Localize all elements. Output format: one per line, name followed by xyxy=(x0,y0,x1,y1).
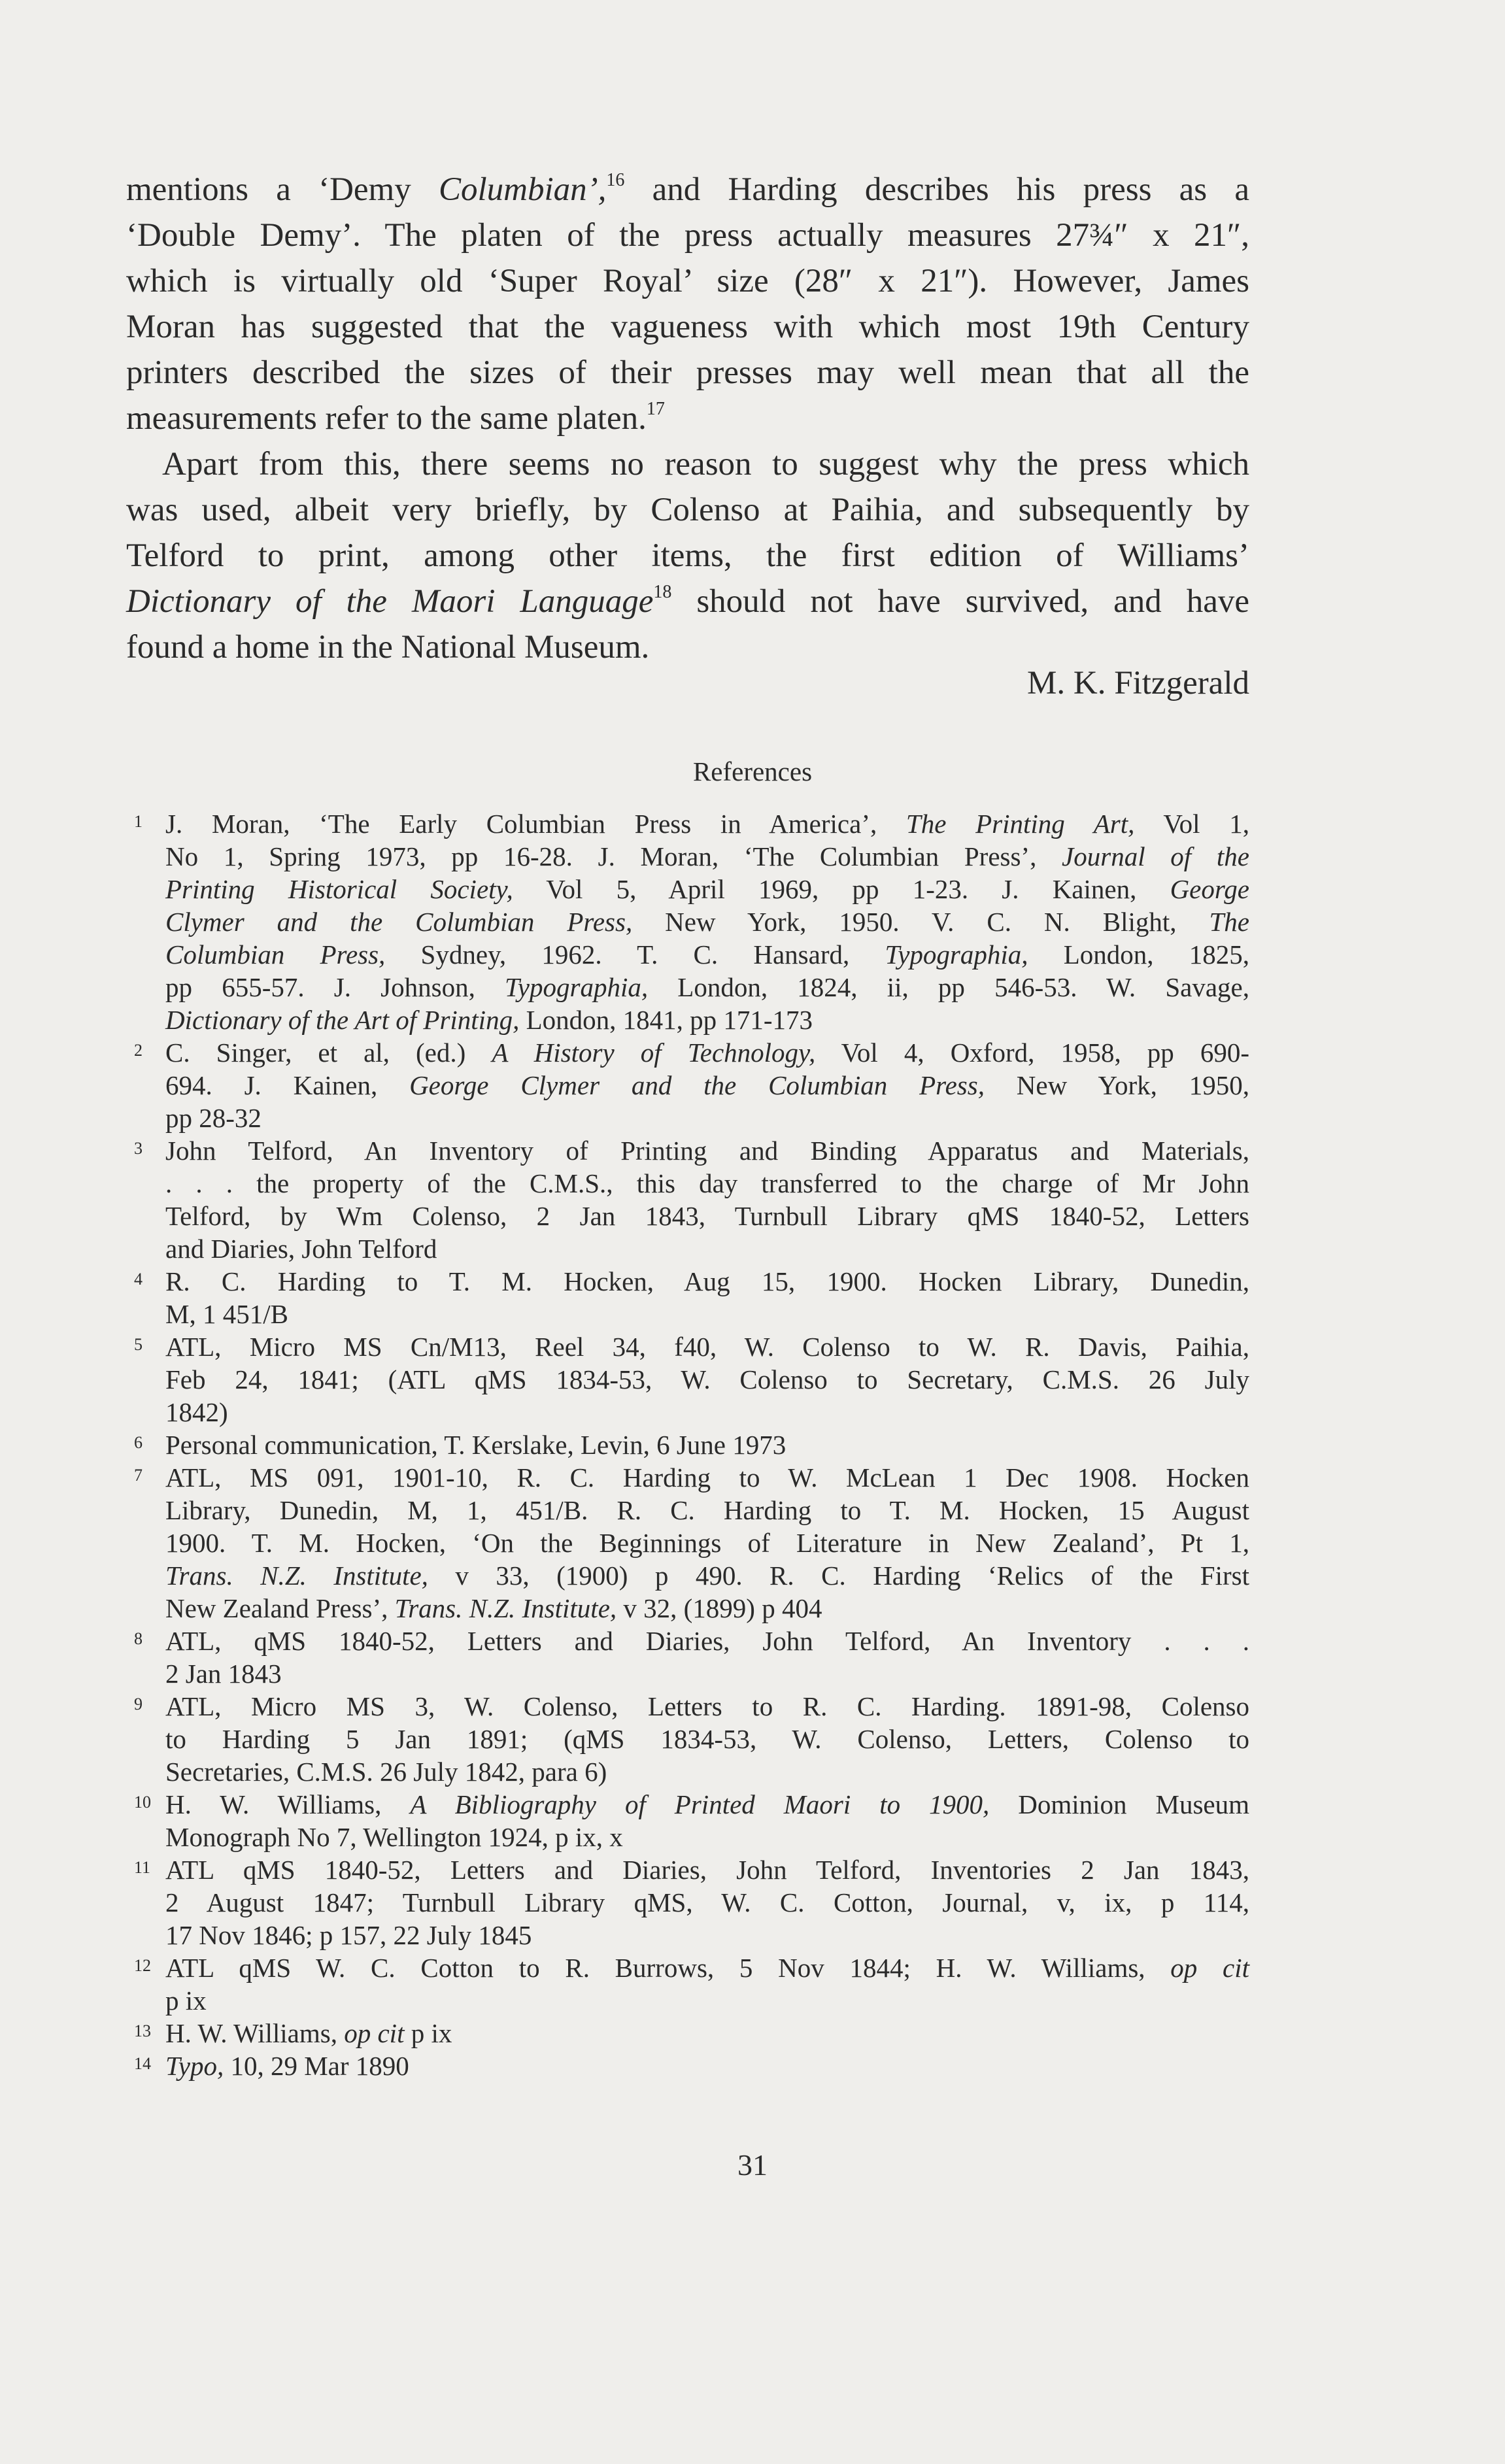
reference-text: Dominion Museum xyxy=(989,1789,1249,1819)
reference-line xyxy=(165,1330,1249,1363)
reference-title: The xyxy=(1209,907,1249,937)
reference-line xyxy=(165,1886,1249,1919)
reference-item xyxy=(126,1951,1249,2017)
reference-item xyxy=(126,1036,1249,1134)
reference-item xyxy=(126,1265,1249,1330)
reference-line xyxy=(165,905,1249,938)
reference-item xyxy=(126,1461,1249,1625)
reference-text: ATL, MS 091, 1901-10, R. C. Harding to W. McLean 1 Dec 1908. Hocken xyxy=(165,1462,1249,1493)
reference-title: Typo, xyxy=(165,2051,224,2081)
reference-item xyxy=(126,1788,1249,1853)
reference-text: and Diaries, John Telford xyxy=(165,1234,437,1264)
reference-line xyxy=(165,1853,1249,1886)
reference-item xyxy=(126,2050,1249,2082)
reference-text: Secretaries, C.M.S. 26 July 1842, para 6) xyxy=(165,1757,607,1787)
reference-line xyxy=(165,938,1249,971)
reference-text: 2 August 1847; Turnbull Library qMS, W. C. Cotton, Journal, v, ix, p 114, xyxy=(165,1887,1249,1917)
reference-line xyxy=(165,1102,1249,1134)
footnote-ref: 18 xyxy=(653,582,672,602)
reference-line xyxy=(165,1657,1249,1690)
reference-text: 1842) xyxy=(165,1397,228,1427)
reference-line xyxy=(165,1036,1249,1069)
reference-text: Vol 1, xyxy=(1134,809,1249,839)
reference-item xyxy=(126,1428,1249,1461)
reference-line xyxy=(165,1298,1249,1330)
reference-line xyxy=(165,840,1249,873)
paragraph-2 xyxy=(126,441,1249,670)
reference-text: Library, Dunedin, M, 1, 451/B. R. C. Harding to T. M. Hocken, 15 August xyxy=(165,1495,1249,1525)
reference-line xyxy=(165,1755,1249,1788)
reference-line xyxy=(165,1134,1249,1167)
reference-title: op cit xyxy=(344,2018,405,2048)
reference-text: Vol 5, April 1969, pp 1-23. J. Kainen, xyxy=(513,874,1170,904)
reference-text: Monograph No 7, Wellington 1924, p ix, x xyxy=(165,1822,623,1852)
reference-number: 4 xyxy=(134,1270,143,1289)
reference-text: No 1, Spring 1973, pp 16-28. J. Moran, ‘The Columbian Press’, xyxy=(165,841,1062,871)
reference-text: R. C. Harding to T. M. Hocken, Aug 15, 1900. Hocken Library, Dunedin, xyxy=(165,1266,1249,1296)
reference-line xyxy=(165,1167,1249,1200)
reference-item xyxy=(126,2017,1249,2050)
page-number: 31 xyxy=(737,2148,768,2182)
reference-number: 14 xyxy=(134,2054,151,2073)
reference-title: George xyxy=(1170,874,1250,904)
text-line: mentions a ‘Demy Columbian’,$^{16}$ and Harding describes his press as a xyxy=(126,170,1250,208)
reference-item xyxy=(126,1134,1249,1265)
reference-line xyxy=(165,1494,1249,1527)
reference-title: Journal of the xyxy=(1062,841,1249,871)
text-line: Moran has suggested that the vagueness with which most 19th Century xyxy=(126,309,1249,345)
reference-text: New Zealand Press’, xyxy=(165,1593,395,1623)
reference-line xyxy=(165,1200,1249,1232)
reference-line xyxy=(165,1004,1249,1036)
reference-text: 1900. T. M. Hocken, ‘On the Beginnings of Literature in New Zealand’, Pt 1, xyxy=(165,1528,1249,1558)
reference-line xyxy=(165,2017,1249,2050)
reference-text: Vol 4, Oxford, 1958, pp 690- xyxy=(815,1038,1249,1068)
reference-text: Personal communication, T. Kerslake, Levin, 6 June 1973 xyxy=(165,1430,786,1460)
reference-text: C. Singer, et al, (ed.) xyxy=(165,1038,492,1068)
footnote-ref: 16 xyxy=(606,170,625,190)
reference-text: 10, 29 Mar 1890 xyxy=(224,2051,409,2081)
reference-line xyxy=(165,1821,1249,1853)
reference-title: Clymer and the Columbian Press, xyxy=(165,907,633,937)
reference-text: Feb 24, 1841; (ATL qMS 1834-53, W. Colenso to Secretary, C.M.S. 26 July xyxy=(165,1364,1249,1394)
reference-text: v 32, (1899) p 404 xyxy=(617,1593,822,1623)
reference-text: ATL, Micro MS Cn/M13, Reel 34, f40, W. Colenso to W. R. Davis, Paihia, xyxy=(165,1332,1249,1362)
reference-title: Trans. N.Z. Institute, xyxy=(165,1561,428,1591)
paragraph-1 xyxy=(126,167,1249,441)
reference-line xyxy=(165,1232,1249,1265)
reference-text: 17 Nov 1846; p 157, 22 July 1845 xyxy=(165,1920,532,1950)
reference-line xyxy=(165,1788,1249,1821)
reference-number: 3 xyxy=(134,1139,143,1158)
body-text xyxy=(126,167,1249,670)
reference-title: Typographia, xyxy=(505,972,649,1002)
author-signature: M. K. Fitzgerald xyxy=(1027,665,1249,701)
reference-text: to Harding 5 Jan 1891; (qMS 1834-53, W. Colenso, Letters, Colenso to xyxy=(165,1724,1249,1754)
reference-text: London, 1825, xyxy=(1028,939,1250,970)
reference-text: ATL, Micro MS 3, W. Colenso, Letters to R. C. Harding. 1891-98, Colenso xyxy=(165,1691,1249,1721)
reference-number: 11 xyxy=(134,1858,151,1877)
reference-title: Columbian Press, xyxy=(165,939,386,970)
reference-text: p ix xyxy=(165,1985,207,2016)
text-line: ‘Double Demy’. The platen of the press actually measures 27¾″ x 21″, xyxy=(126,217,1249,254)
reference-title: A History of Technology, xyxy=(492,1038,816,1068)
reference-line xyxy=(165,807,1249,840)
reference-line xyxy=(165,1919,1249,1951)
reference-line xyxy=(165,1984,1249,2017)
italic-title: Dictionary of the Maori Language xyxy=(126,583,654,620)
reference-text: New York, 1950. V. C. N. Blight, xyxy=(632,907,1209,937)
footnote-ref: 17 xyxy=(646,399,665,419)
reference-number: 6 xyxy=(134,1433,143,1452)
reference-number: 2 xyxy=(134,1041,143,1060)
reference-text: London, 1824, ii, pp 546-53. W. Savage, xyxy=(648,972,1249,1002)
reference-line xyxy=(165,1428,1249,1461)
reference-item xyxy=(126,807,1249,1036)
reference-title: op cit xyxy=(1170,1953,1249,1983)
references-list xyxy=(126,807,1249,2082)
reference-line xyxy=(165,1723,1249,1755)
reference-line xyxy=(165,1461,1249,1494)
references-heading: References xyxy=(692,756,813,786)
reference-line xyxy=(165,1690,1249,1723)
text-line: was used, albeit very briefly, by Colenso at Paihia, and subsequently by xyxy=(126,492,1249,528)
reference-text: ATL qMS W. C. Cotton to R. Burrows, 5 Nov 1844; H. W. Williams, xyxy=(165,1953,1171,1983)
reference-text: J. Moran, ‘The Early Columbian Press in America’, xyxy=(165,809,906,839)
reference-text: Sydney, 1962. T. C. Hansard, xyxy=(385,939,885,970)
reference-text: . . . the property of the C.M.S., this day transferred to the charge of Mr John xyxy=(165,1168,1249,1198)
reference-number: 5 xyxy=(134,1335,143,1354)
reference-text: p ix xyxy=(404,2018,452,2048)
reference-line xyxy=(165,971,1249,1004)
reference-text: H. W. Williams, xyxy=(165,1789,411,1819)
reference-text: Telford, by Wm Colenso, 2 Jan 1843, Turnbull Library qMS 1840-52, Letters xyxy=(165,1201,1249,1231)
reference-number: 13 xyxy=(134,2021,151,2040)
reference-text: M, 1 451/B xyxy=(165,1299,288,1329)
text-line: measurements refer to the same platen.$^{17}$ xyxy=(126,399,665,437)
reference-title: Printing Historical Society, xyxy=(165,874,513,904)
reference-item xyxy=(126,1853,1249,1951)
reference-text: 694. J. Kainen, xyxy=(165,1070,410,1100)
reference-title: The Printing Art, xyxy=(905,809,1135,839)
text-line: which is virtually old ‘Super Royal’ size (28″ x 21″). However, James xyxy=(126,263,1249,299)
reference-text: ATL, qMS 1840-52, Letters and Diaries, John Telford, An Inventory . . . xyxy=(165,1626,1249,1656)
reference-title: George Clymer and the Columbian Press, xyxy=(409,1070,985,1100)
reference-number: 10 xyxy=(134,1793,151,1812)
reference-text: pp 28-32 xyxy=(165,1103,262,1133)
reference-title: A Bibliography of Printed Maori to 1900, xyxy=(410,1789,990,1819)
italic-title: Columbian’, xyxy=(438,171,607,208)
reference-item xyxy=(126,1690,1249,1788)
reference-title: Trans. N.Z. Institute, xyxy=(394,1593,617,1623)
text-line: found a home in the National Museum. xyxy=(126,629,650,666)
reference-line xyxy=(165,873,1249,905)
reference-line xyxy=(165,2050,1249,2082)
reference-line xyxy=(165,1396,1249,1428)
reference-number: 9 xyxy=(134,1695,143,1713)
reference-text: John Telford, An Inventory of Printing and Binding Apparatus and Materials, xyxy=(165,1136,1249,1166)
reference-line xyxy=(165,1559,1249,1592)
reference-number: 12 xyxy=(134,1956,151,1975)
reference-line xyxy=(165,1592,1249,1625)
text-line: Apart from this, there seems no reason to suggest why the press which xyxy=(162,446,1249,482)
reference-line xyxy=(165,1625,1249,1657)
reference-text: v 33, (1900) p 490. R. C. Harding ‘Relics of the First xyxy=(428,1561,1249,1591)
reference-line xyxy=(165,1951,1249,1984)
reference-text: New York, 1950, xyxy=(984,1070,1249,1100)
reference-number: 1 xyxy=(134,812,143,831)
reference-text: London, 1841, pp 171-173 xyxy=(519,1005,813,1035)
reference-line xyxy=(165,1363,1249,1396)
reference-text: H. W. Williams, xyxy=(165,2018,345,2048)
reference-number: 7 xyxy=(134,1466,143,1485)
reference-title: Typographia, xyxy=(885,939,1028,970)
reference-text: ATL qMS 1840-52, Letters and Diaries, John Telford, Inventories 2 Jan 1843, xyxy=(165,1855,1249,1885)
reference-line xyxy=(165,1069,1249,1102)
reference-item xyxy=(126,1330,1249,1428)
reference-title: Dictionary of the Art of Printing, xyxy=(165,1005,520,1035)
reference-number: 8 xyxy=(134,1629,143,1648)
text-line: Dictionary of the Maori Language$^{18}$ should not have survived, and have xyxy=(126,582,1249,620)
text-line: printers described the sizes of their presses may well mean that all the xyxy=(126,354,1249,391)
reference-line xyxy=(165,1527,1249,1559)
text-line: Telford to print, among other items, the first edition of Williams’ xyxy=(126,537,1249,574)
reference-line xyxy=(165,1265,1249,1298)
reference-item xyxy=(126,1625,1249,1690)
reference-text: pp 655-57. J. Johnson, xyxy=(165,972,505,1002)
reference-text: 2 Jan 1843 xyxy=(165,1659,282,1689)
